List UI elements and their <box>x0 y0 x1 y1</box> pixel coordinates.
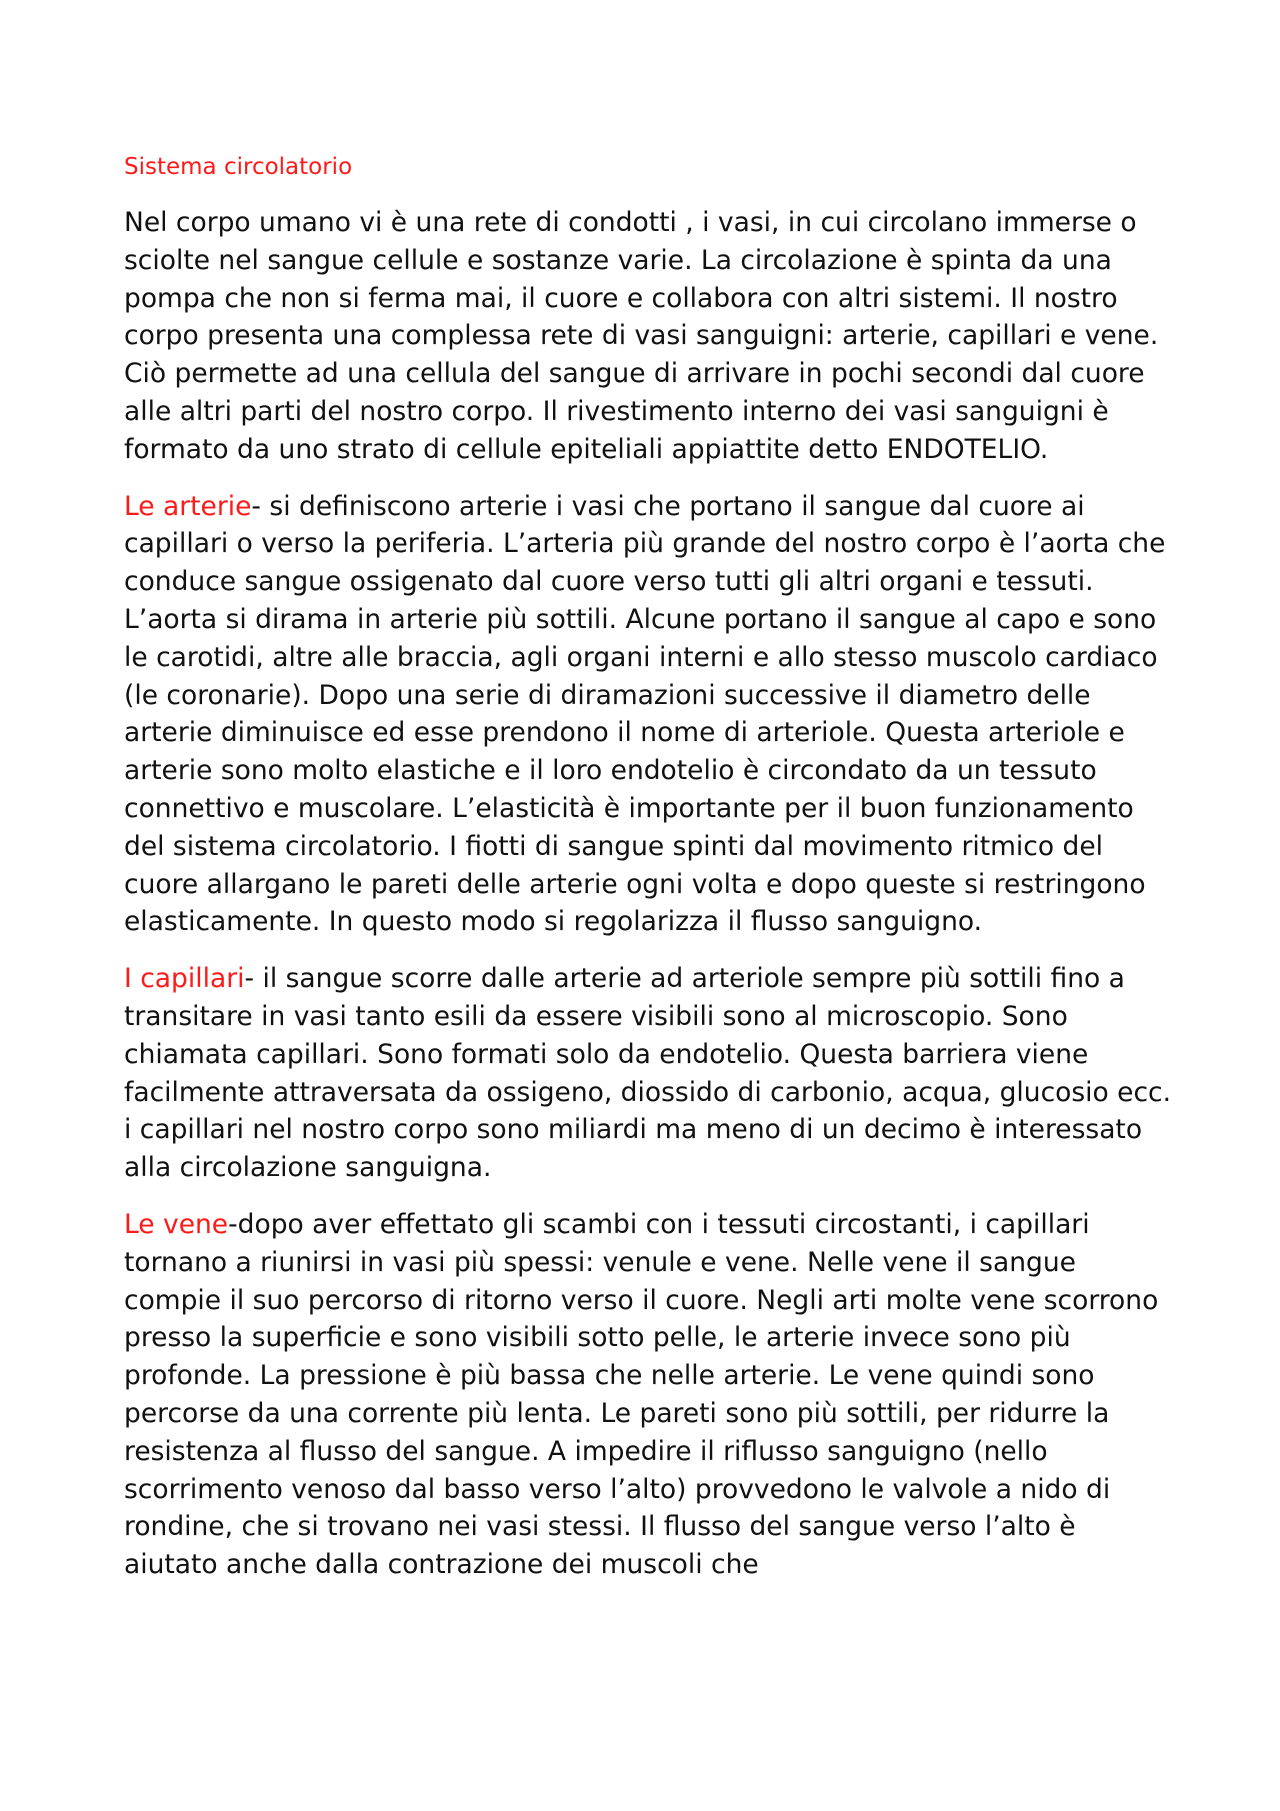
document-page <box>124 152 1172 1603</box>
section-heading-arterie: Le arterie <box>124 490 252 522</box>
section-vene <box>124 1206 1172 1584</box>
section-arterie <box>124 488 1172 942</box>
section-heading-vene: Le vene <box>124 1208 229 1240</box>
section-text-vene: -dopo aver effettato gli scambi con i tessuti circostanti, i capillari tornano a riunirsi in vasi più spessi: venule e vene. Nelle vene il sangue compie il suo percorso di ritorno verso il cuore. Negli arti molte vene scorrono presso la superficie e sono visibili sotto pelle, le arterie invece sono più profonde. La pressione è più bassa che nelle arterie. Le vene quindi sono percorse da una corrente più lenta. Le pareti sono più sottili, per ridurre la resistenza al flusso del sangue. A impedire il riflusso sanguigno (nello scorrimento venoso dal basso verso l’alto) provvedono le valvole a nido di rondine, che si trovano nei vasi stessi. Il flusso del sangue verso l’alto è aiutato anche dalla contrazione dei muscoli che <box>124 1208 1159 1581</box>
section-text-arterie: - si definiscono arterie i vasi che portano il sangue dal cuore ai capillari o verso la periferia. L’arteria più grande del nostro corpo è l’aorta che conduce sangue ossigenato dal cuore verso tutti gli altri organi e tessuti. L’aorta si dirama in arterie più sottili. Alcune portano il sangue al capo e sono le carotidi, altre alle braccia, agli organi interni e allo stesso muscolo cardiaco (le coronarie). Dopo una serie di diramazioni successive il diametro delle arterie diminuisce ed esse prendono il nome di arteriole. Questa arteriole e arterie sono molto elastiche e il loro endotelio è circondato da un tessuto connettivo e muscolare. L’elasticità è importante per il buon funzionamento del sistema circolatorio. I fiotti di sangue spinti dal movimento ritmico del cuore allargano le pareti delle arterie ogni volta e dopo queste si restringono elasticamente. In questo modo si regolarizza il flusso sanguigno. <box>124 490 1166 938</box>
section-capillari <box>124 960 1172 1187</box>
document-title: Sistema circolatorio <box>124 154 353 180</box>
section-text-capillari: - il sangue scorre dalle arterie ad arteriole sempre più sottili fino a transitare in vasi tanto esili da essere visibili sono al microscopio. Sono chiamata capillari. Sono formati solo da endotelio. Questa barriera viene facilmente attraversata da ossigeno, diossido di carbonio, acqua, glucosio ecc. i capillari nel nostro corpo sono miliardi ma meno di un decimo è interessato alla circolazione sanguigna. <box>124 963 1172 1184</box>
section-heading-capillari: I capillari <box>124 963 245 995</box>
intro-paragraph: Nel corpo umano vi è una rete di condotti , i vasi, in cui circolano immerse o sciolte nel sangue cellule e sostanze varie. La circolazione è spinta da una pompa che non si ferma mai, il cuore e collabora con altri sistemi. Il nostro corpo presenta una complessa rete di vasi sanguigni: arterie, capillari e vene. Ciò permette ad una cellula del sangue di arrivare in pochi secondi dal cuore alle altri parti del nostro corpo. Il rivestimento interno dei vasi sanguigni è formato da uno strato di cellule epiteliali appiattite detto ENDOTELIO. <box>124 207 1159 465</box>
